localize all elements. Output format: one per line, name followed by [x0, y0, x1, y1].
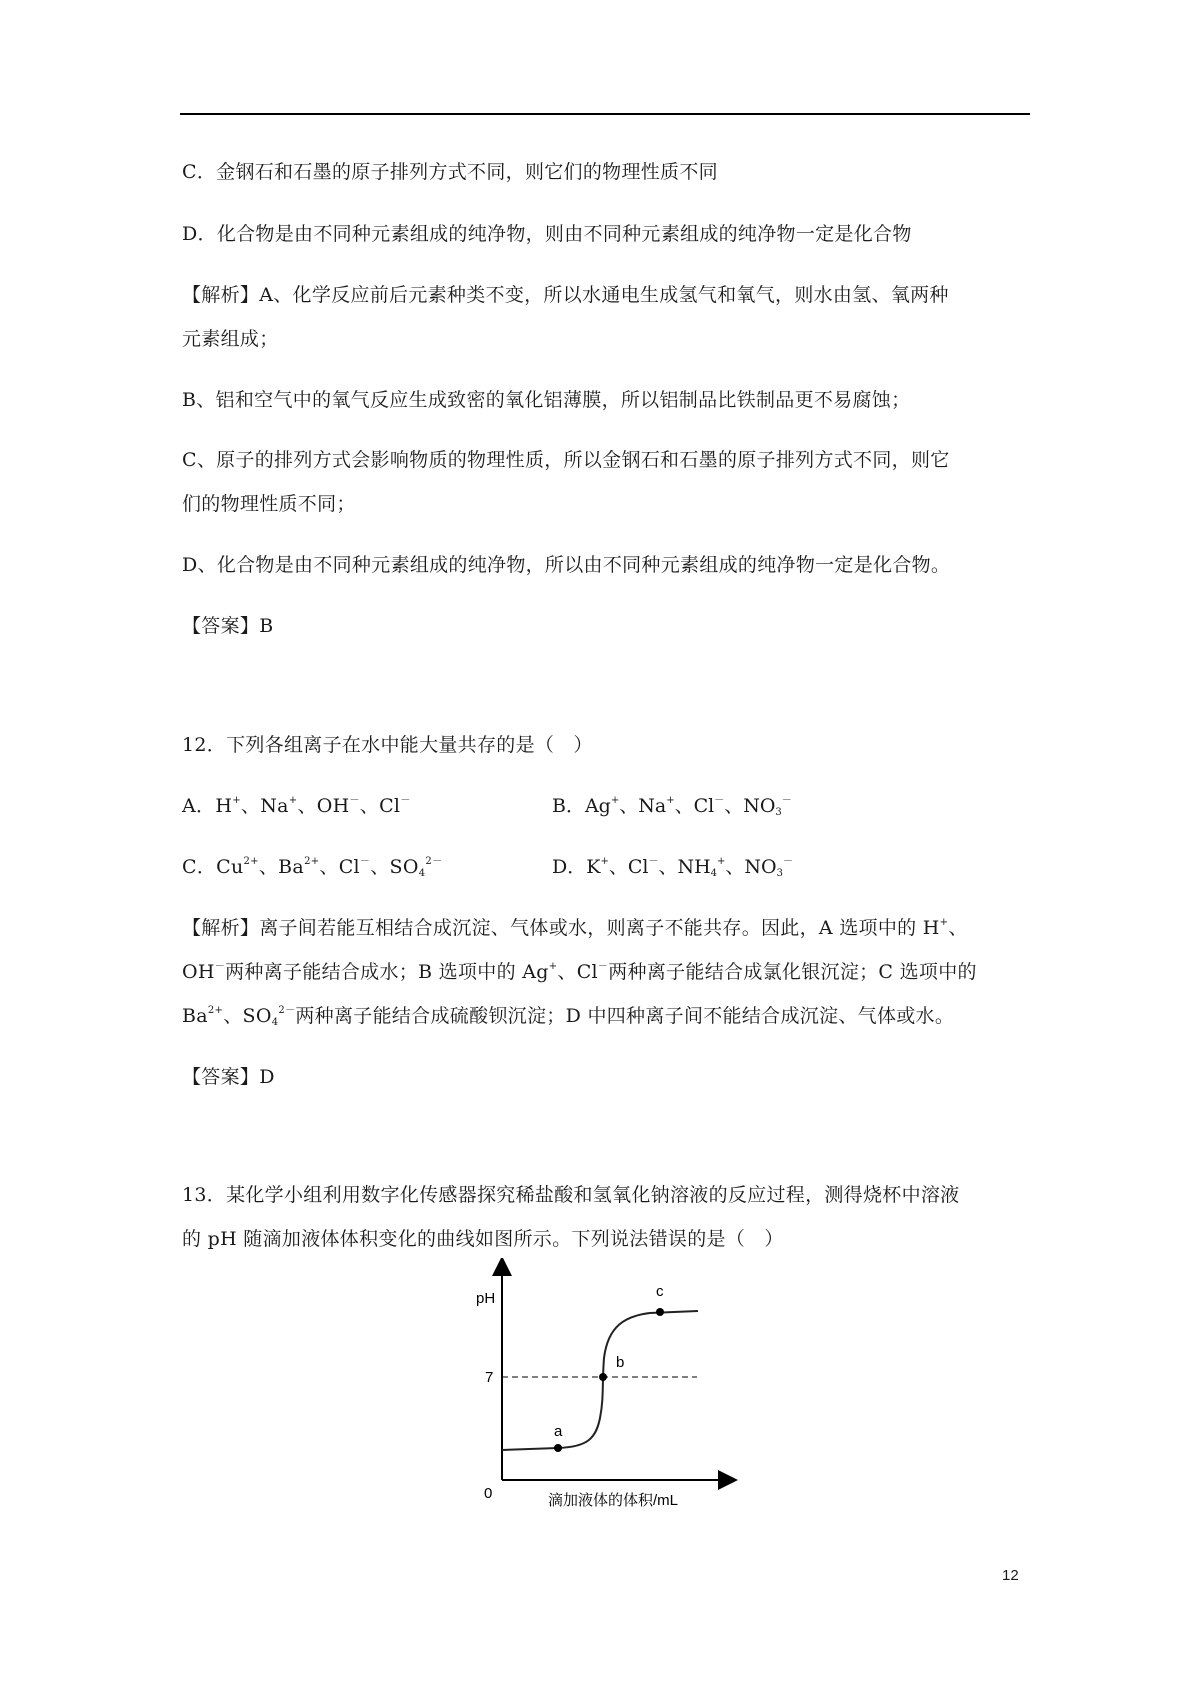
q13-stem-line1: 13．某化学小组利用数字化传感器探究稀盐酸和氢氧化钠溶液的反应过程，测得烧杯中溶液	[182, 1184, 960, 1206]
header-rule	[180, 113, 1030, 115]
ph-titration-chart	[470, 1258, 740, 1508]
q12-analysis-line2: OH－两种离子能结合成水；B 选项中的 Ag+、Cl－两种离子能结合成氯化银沉淀；C 选项中的	[182, 961, 977, 983]
q11-analysis-d: D、化合物是由不同种元素组成的纯净物，所以由不同种元素组成的纯净物一定是化合物。	[182, 554, 951, 576]
ph-chart-svg	[470, 1258, 740, 1508]
q12-analysis-line1: 【解析】离子间若能互相结合成沉淀、气体或水，则离子不能共存。因此，A 选项中的 H+、	[182, 917, 968, 939]
ph7-tick-label: 7	[485, 1369, 494, 1386]
point-b	[599, 1373, 607, 1381]
q11-analysis-c-line1: C、原子的排列方式会影响物质的物理性质，所以金钢石和石墨的原子排列方式不同，则它	[182, 449, 950, 471]
q12-answer: 【答案】D	[182, 1066, 275, 1088]
q12-analysis-line3: $Ba^{2+}$、$SO_4^{2-}$两种离子能结合成硫酸钡沉淀；D 中四种离子间不能结合成沉淀、气体或水。	[182, 1005, 955, 1028]
x-axis-label: 滴加液体的体积/mL	[548, 1492, 679, 1508]
q13-stem-line2: 的 pH 随滴加液体体积变化的曲线如图所示。下列说法错误的是（ ）	[182, 1228, 784, 1250]
q11-analysis-c-line2: 们的物理性质不同；	[182, 493, 356, 515]
point-b-label: b	[616, 1354, 625, 1371]
q11-option-d: D．化合物是由不同种元素组成的纯净物，则由不同种元素组成的纯净物一定是化合物	[182, 223, 912, 245]
q12-option-c: C．$Cu^{2+}$、$Ba^{2+}$、Cl－、$SO_4^{2-}$	[182, 856, 443, 879]
origin-label: 0	[484, 1485, 493, 1502]
page-number: 12	[1002, 1567, 1019, 1584]
q11-analysis-b: B、铝和空气中的氧气反应生成致密的氧化铝薄膜，所以铝制品比铁制品更不易腐蚀；	[182, 389, 911, 411]
q11-answer: 【答案】B	[182, 615, 274, 637]
q11-option-c: C．金钢石和石墨的原子排列方式不同，则它们的物理性质不同	[182, 161, 718, 183]
q12-stem: 12．下列各组离子在水中能大量共存的是（ ）	[182, 734, 593, 756]
ph-curve	[502, 1311, 698, 1450]
q12-option-a: A．H+、Na+、OH－、Cl－	[182, 795, 411, 817]
q12-option-d: D．K+、Cl－、$NH_4^+$、$NO_3^-$	[552, 856, 793, 879]
point-c	[656, 1308, 664, 1316]
point-c-label: c	[656, 1283, 664, 1300]
y-axis-label: pH	[476, 1290, 496, 1307]
q11-analysis-line2: 元素组成；	[182, 328, 279, 350]
point-a-label: a	[554, 1423, 563, 1440]
q11-analysis-line1: 【解析】A、化学反应前后元素种类不变，所以水通电生成氢气和氧气，则水由氢、氧两种	[182, 284, 949, 306]
point-a	[554, 1444, 562, 1452]
q12-option-b: B．Ag+、Na+、Cl－、$NO_3^-$	[552, 795, 792, 818]
